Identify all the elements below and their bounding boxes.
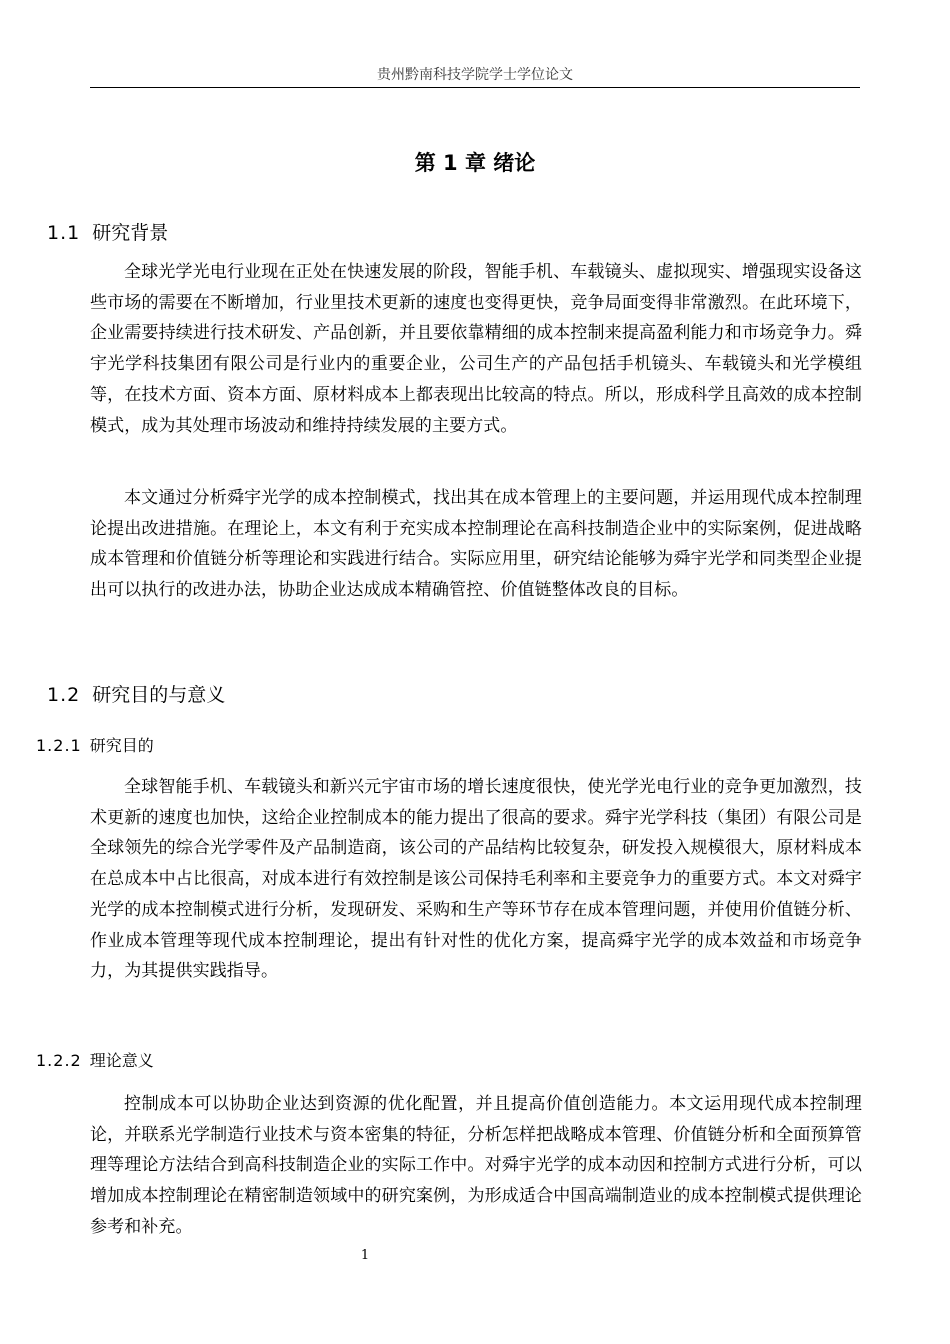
subsection-heading-1-2-2 <box>36 1049 154 1073</box>
subsection-title: 理论意义 <box>89 1051 154 1070</box>
chapter-title: 第 1 章 绪论 <box>414 151 536 175</box>
paragraph-research-purpose: 全球智能手机、车载镜头和新兴元宇宙市场的增长速度很快，使光学光电行业的竞争更加激烈，技术更新的速度也加快，这给企业控制成本的能力提出了很高的要求。舜宇光学科技（集团）有限公司是全球领先的综合光学零件及产品制造商，该公司的产品结构比较复杂，研发投入规模很大，原材料成本在总成本中占比很高，对成本进行有效控制是该公司保持毛利率和主要竞争力的重要方式。本文对舜宇光学的成本控制模式进行分析，发现研发、采购和生产等环节存在成本管理问题，并使用价值链分析、作业成本管理等现代成本控制理论，提出有针对性的优化方案，提高舜宇光学的成本效益和市场竞争力，为其提供实践指导。 <box>90 777 862 982</box>
section-title: 研究目的与意义 <box>92 684 226 706</box>
section-number: 1.1 <box>47 222 81 244</box>
section-heading-1-2 <box>47 681 225 709</box>
section-heading-1-1 <box>47 219 168 247</box>
page-number: 1 <box>360 1248 370 1263</box>
subsection-number: 1.2.1 <box>36 736 82 755</box>
subsection-title: 研究目的 <box>89 736 154 755</box>
section-number: 1.2 <box>47 684 81 706</box>
paragraph-theoretical-significance: 控制成本可以协助企业达到资源的优化配置，并且提高价值创造能力。本文运用现代成本控制理论，并联系光学制造行业技术与资本密集的特征，分析怎样把战略成本管理、价值链分析和全面预算管理等理论方法结合到高科技制造企业的实际工作中。对舜宇光学的成本动因和控制方式进行分析，可以增加成本控制理论在精密制造领域中的研究案例，为形成适合中国高端制造业的成本控制模式提供理论参考和补充。 <box>90 1094 862 1237</box>
section-title: 研究背景 <box>92 222 169 244</box>
header-divider <box>90 87 860 88</box>
paragraph-background-1: 全球光学光电行业现在正处在快速发展的阶段，智能手机、车载镜头、虚拟现实、增强现实设备这些市场的需要在不断增加，行业里技术更新的速度也变得更快，竞争局面变得非常激烈。在此环境下，企业需要持续进行技术研发、产品创新，并且要依靠精细的成本控制来提高盈利能力和市场竞争力。舜宇光学科技集团有限公司是行业内的重要企业，公司生产的产品包括手机镜头、车载镜头和光学模组等，在技术方面、资本方面、原材料成本上都表现出比较高的特点。所以，形成科学且高效的成本控制模式，成为其处理市场波动和维持持续发展的主要方式。 <box>90 262 862 436</box>
subsection-heading-1-2-1 <box>36 734 154 758</box>
subsection-number: 1.2.2 <box>36 1051 82 1070</box>
paragraph-background-2: 本文通过分析舜宇光学的成本控制模式，找出其在成本管理上的主要问题，并运用现代成本控制理论提出改进措施。在理论上，本文有利于充实成本控制理论在高科技制造企业中的实际案例，促进战略成本管理和价值链分析等理论和实践进行结合。实际应用里，研究结论能够为舜宇光学和同类型企业提出可以执行的改进办法，协助企业达成成本精确管控、价值链整体改良的目标。 <box>90 488 862 601</box>
running-header: 贵州黔南科技学院学士学位论文 <box>377 67 573 83</box>
